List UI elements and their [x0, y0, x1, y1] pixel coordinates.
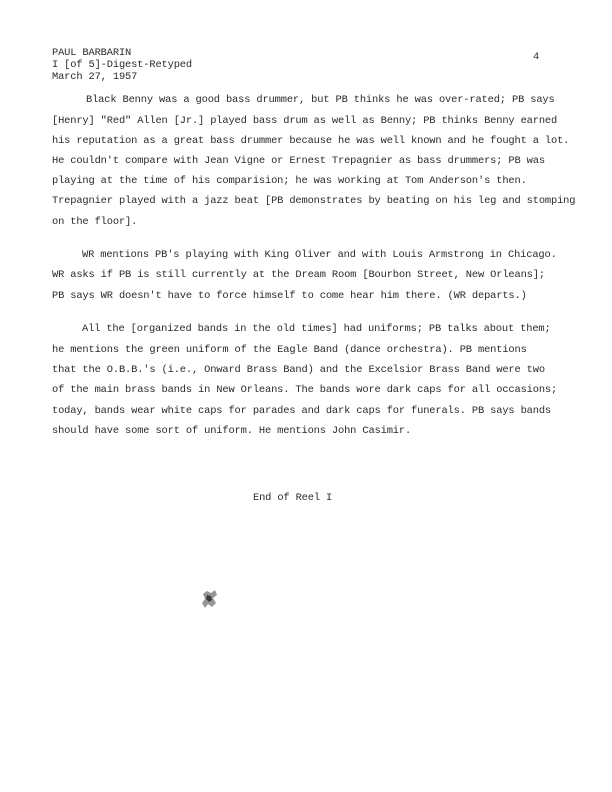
- interviewee-name: PAUL BARBARIN: [52, 47, 132, 59]
- transcript-line: [Henry] "Red" Allen [Jr.] played bass drum as well as Benny; PB thinks Benny earned: [52, 115, 558, 127]
- interview-date: March 27, 1957: [52, 71, 138, 83]
- transcript-line: Black Benny was a good bass drummer, but PB thinks he was over-rated; PB says: [86, 94, 555, 106]
- transcript-line: of the main brass bands in New Orleans. The bands wore dark caps for all occasions;: [52, 384, 558, 396]
- transcript-line: All the [organized bands in the old times] had uniforms; PB talks about them;: [82, 323, 551, 335]
- transcript-line: should have some sort of uniform. He mentions John Casimir.: [52, 425, 412, 437]
- reel-info: I [of 5]-Digest-Retyped: [52, 59, 192, 71]
- end-of-reel-label: End of Reel I: [253, 492, 333, 504]
- transcript-line: that the O.B.B.'s (i.e., Onward Brass Band) and the Excelsior Brass Band were two: [52, 364, 545, 376]
- ink-smudge-mark: [200, 588, 220, 610]
- page-number: 4: [533, 51, 540, 63]
- transcript-line: he mentions the green uniform of the Eagle Band (dance orchestra). PB mentions: [52, 344, 527, 356]
- transcript-line: WR mentions PB's playing with King Oliver and with Louis Armstrong in Chicago.: [82, 249, 557, 261]
- transcript-line: today, bands wear white caps for parades and dark caps for funerals. PB says bands: [52, 405, 552, 417]
- transcript-line: PB says WR doesn't have to force himself to come hear him there. (WR departs.): [52, 290, 527, 302]
- transcript-line: Trepagnier played with a jazz beat [PB demonstrates by beating on his leg and stomping: [52, 195, 576, 207]
- transcript-line: WR asks if PB is still currently at the Dream Room [Bourbon Street, New Orleans];: [52, 269, 545, 281]
- transcript-line: on the floor].: [52, 216, 138, 228]
- transcript-line: He couldn't compare with Jean Vigne or Ernest Trepagnier as bass drummers; PB was: [52, 155, 545, 167]
- transcript-line: playing at the time of his comparision; he was working at Tom Anderson's then.: [52, 175, 527, 187]
- transcript-line: his reputation as a great bass drummer because he was well known and he fought a lot.: [52, 135, 570, 147]
- document-header: [52, 47, 192, 83]
